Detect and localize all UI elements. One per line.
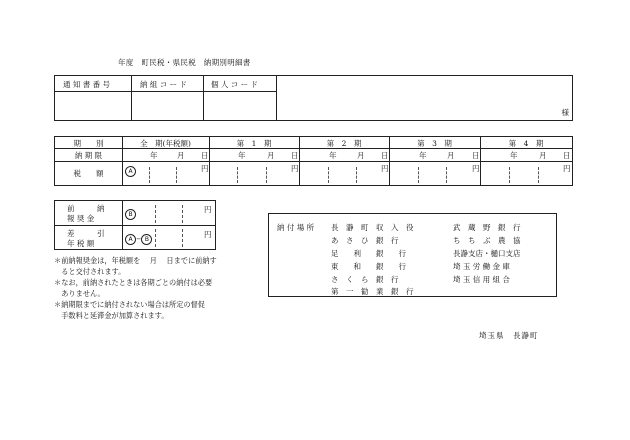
sama-label: 様 xyxy=(561,108,569,117)
yen-unit: 円 xyxy=(381,164,389,173)
period-header-zenki: 全 期(年税額) xyxy=(140,139,191,148)
mark-b-icon: B xyxy=(125,209,136,220)
due-year: 年 xyxy=(510,151,518,160)
due-month: 月 xyxy=(177,151,185,160)
due-day: 日 xyxy=(291,151,299,160)
issuer-footer: 埼玉県 長瀞町 xyxy=(479,331,539,340)
due-year: 年 xyxy=(150,151,158,160)
prepaid-table xyxy=(54,200,216,250)
payment-place: さ く ら 銀 行 xyxy=(331,275,399,284)
period-header-3: 第 3 期 xyxy=(417,139,452,148)
mark-a-minus-b-icon: A − B xyxy=(125,234,152,245)
document-title: 年度 町民税・県民税 納期別明細書 xyxy=(118,58,251,67)
due-month: 月 xyxy=(357,151,365,160)
payment-place: 長瀞支店・樋口支店 xyxy=(453,249,521,258)
yen-unit: 円 xyxy=(204,230,212,239)
payment-place: 埼 玉 労 働 金 庫 xyxy=(453,262,510,271)
period-header-2: 第 2 期 xyxy=(326,139,362,148)
zennou-label-2: 報 奨 金 xyxy=(67,214,95,223)
note-line: ありません。 xyxy=(54,289,105,298)
payment-place: 足 利 銀 行 xyxy=(331,249,406,258)
kibetsu-label: 期 別 xyxy=(73,139,104,148)
kigen-label: 納 期 限 xyxy=(74,151,103,160)
due-month: 月 xyxy=(447,151,455,160)
zeigaku-label: 税 額 xyxy=(73,169,104,178)
due-month: 月 xyxy=(539,151,547,160)
yen-unit: 円 xyxy=(201,164,209,173)
payment-place: ち ち ぶ 農 協 xyxy=(453,236,521,245)
kojin-code-label: 個 人 コ ー ド xyxy=(211,80,259,89)
notes-block xyxy=(54,255,264,321)
schedule-table xyxy=(54,136,573,186)
payment-place: 東 和 銀 行 xyxy=(331,262,406,271)
due-year: 年 xyxy=(238,151,246,160)
sashihiki-label-1: 差 引 xyxy=(67,229,105,238)
period-header-4: 第 4 期 xyxy=(508,139,544,148)
yen-unit: 円 xyxy=(563,164,571,173)
note-line: 手数料と延滞金が加算されます。 xyxy=(54,311,169,320)
payment-place: 武 蔵 野 銀 行 xyxy=(453,223,521,232)
header-table xyxy=(54,75,573,121)
due-day: 日 xyxy=(201,151,209,160)
due-day: 日 xyxy=(563,151,571,160)
nouzei-code-label: 納 組 コ ー ド xyxy=(140,80,188,89)
due-day: 日 xyxy=(381,151,389,160)
zennou-label-1: 前 納 xyxy=(67,204,105,213)
due-day: 日 xyxy=(472,151,480,160)
sashihiki-label-2: 年 税 額 xyxy=(67,239,95,248)
yen-unit: 円 xyxy=(291,164,299,173)
period-header-1: 第 1 期 xyxy=(236,139,272,148)
note-line: ＊前納報奨金は，年税額を 月 日までに前納す xyxy=(54,256,217,265)
due-year: 年 xyxy=(329,151,337,160)
note-line: ＊納期限までに納付されない場合は所定の督促 xyxy=(54,300,205,309)
tsuchi-label: 通 知 書 番 号 xyxy=(63,80,111,89)
payment-place: 第 一 勧 業 銀 行 xyxy=(331,287,414,296)
due-year: 年 xyxy=(419,151,427,160)
yen-unit: 円 xyxy=(204,205,212,214)
payment-place: 長 瀞 町 収 入 役 xyxy=(331,223,414,232)
payment-place-label: 納 付 場 所 xyxy=(277,223,315,232)
note-line: ＊なお，前納されたときは各期ごとの納付は必要 xyxy=(54,278,213,287)
payment-places-box xyxy=(268,213,557,297)
yen-unit: 円 xyxy=(472,164,480,173)
payment-place: 埼 玉 信 用 組 合 xyxy=(453,275,510,284)
payment-place: あ さ ひ 銀 行 xyxy=(331,236,399,245)
due-month: 月 xyxy=(267,151,275,160)
mark-a-icon: A xyxy=(125,166,136,177)
note-line: ると交付されます。 xyxy=(54,267,126,276)
